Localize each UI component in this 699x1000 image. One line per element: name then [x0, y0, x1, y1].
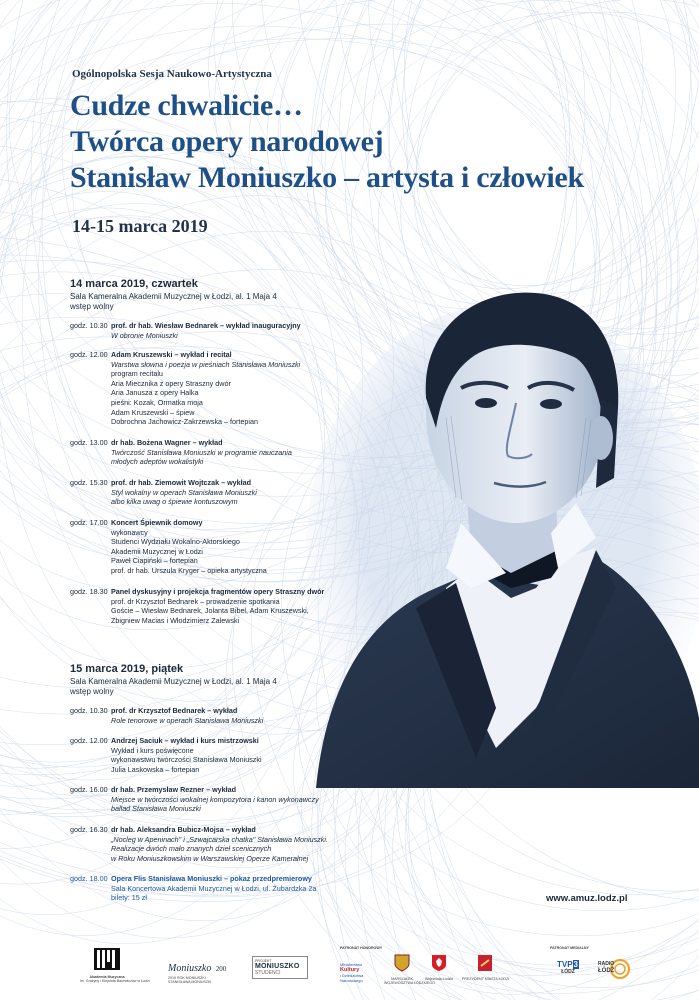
ministry-logo — [340, 962, 388, 983]
event-d1-3 — [70, 438, 360, 467]
event-detail: Warstwa słowna i poezja w pieśniach Stanisława Moniuszki — [111, 359, 301, 369]
ministry-line2: Kultury — [340, 967, 360, 973]
prezydent-logo — [462, 954, 508, 981]
title-line-2: Twórca opery narodowej — [70, 125, 384, 158]
event-detail: Dobrochna Jachowicz-Zakrzewska – fortepian — [111, 417, 259, 427]
event-d1-1 — [70, 321, 360, 340]
event-detail: Zbigniew Macias i Włodzimierz Zalewski — [111, 615, 240, 625]
moniuszko-200-word: Moniuszko — [168, 963, 212, 974]
event-detail: Sala Koncertowa Akademii Muzycznej w Łodzi, ul. Żubardzka 2a — [111, 883, 317, 893]
day-1-header — [70, 278, 277, 312]
event-title: Opera Flis Stanisława Moniuszki – pokaz przedpremierowy — [111, 874, 312, 883]
event-time: godz. 15.30 — [70, 478, 108, 487]
event-title: prof. dr hab. Ziemowit Wojtczak – wykład — [111, 478, 252, 487]
event-dates: 14-15 marca 2019 — [72, 216, 208, 236]
event-detail: Realizacje dwóch mało znanych dzieł scenicznych — [111, 844, 272, 854]
media-patronage-label: PATRONAT MEDIALNY — [550, 946, 589, 950]
radio-city: ŁÓDŹ — [598, 968, 615, 974]
event-time: godz. 10.30 — [70, 321, 108, 330]
event-detail: w Roku Moniuszkowskim w Warszawskiej Operze Kameralnej — [111, 853, 309, 863]
event-time: godz. 10.30 — [70, 706, 108, 715]
event-title: dr hab. Bożena Wagner – wykład — [111, 438, 223, 447]
event-title: dr hab. Przemysław Rezner – wykład — [111, 785, 237, 794]
event-detail: Aria Janusza z opery Halka — [111, 388, 199, 398]
event-d1-4 — [70, 478, 360, 507]
event-time: godz. 16.00 — [70, 785, 108, 794]
event-time: godz. 18.30 — [70, 587, 108, 596]
day-2-venue: Sala Kameralna Akademii Muzycznej w Łodzi, al. 1 Maja 4 — [70, 677, 277, 686]
wojewoda-logo — [424, 954, 454, 981]
event-title: Panel dyskusyjny i projekcja fragmentów opery Straszny dwór — [111, 587, 325, 596]
event-title: Andrzej Saciuk – wykład i kurs mistrzowski — [111, 736, 259, 745]
event-title: prof. dr hab. Wiesław Bednarek – wykład inauguracyjny — [111, 321, 301, 330]
event-d1-5 — [70, 518, 360, 576]
ministry-line1: Ministerstwo — [340, 962, 363, 967]
moniuszko-200-number: 200 — [215, 965, 227, 973]
event-d2-3 — [70, 785, 360, 814]
projekt-moniuszko-logo — [252, 956, 308, 979]
event-detail: Goście – Wiesław Bednarek, Jolanta Bibel, Adam Kruszewski, — [111, 606, 309, 616]
event-detail: młodych adeptów wokalistyki — [111, 457, 204, 467]
prezydent-line1: PREZYDENT MIASTA ŁODZI — [462, 977, 510, 981]
event-detail: bilety: 15 zł — [111, 893, 147, 903]
event-detail: wykonawcy — [111, 527, 148, 537]
event-detail: Julia Laskowska – fortepian — [111, 764, 200, 774]
event-detail: Paweł Ciapiński – fortepian — [111, 556, 198, 566]
projekt-label: PROJEKT — [255, 959, 272, 963]
academy-name: Akademia Muzyczna — [89, 975, 125, 979]
event-detail: Akademii Muzycznej w Łodzi — [111, 546, 203, 556]
day-1-admission: wstęp wolny — [70, 302, 114, 311]
event-d2-2 — [70, 736, 360, 774]
event-detail: ballad Stanisława Moniuszki — [111, 804, 201, 814]
day-2-header — [70, 663, 277, 697]
radio-text: RADIO — [598, 961, 615, 967]
tvp3-logo — [552, 960, 584, 975]
event-detail: albo kilka uwag o śpiewie kontuszowym — [111, 497, 238, 507]
page-title — [70, 88, 584, 196]
event-d2-5 — [70, 874, 360, 903]
marszalek-logo — [384, 954, 435, 985]
event-time: godz. 18.00 — [70, 874, 108, 883]
radio-lodz-logo — [598, 958, 630, 985]
event-time: godz. 16.30 — [70, 825, 108, 834]
event-d1-2 — [70, 350, 360, 427]
moniuszko-200-logo — [168, 958, 228, 984]
event-detail: pieśni: Kozak, Ormatka moja — [111, 397, 203, 407]
event-detail: Miejsce w twórczości wokalnej kompozytora i kanon wykonawczy — [111, 794, 319, 804]
event-detail: wykonawstwu twórczości Stanisława Moniuszki — [111, 755, 262, 765]
event-d2-1 — [70, 706, 360, 725]
projekt-studenci: STUDENCI — [255, 970, 281, 976]
event-detail: Aria Miecznika z opery Straszny dwór — [111, 378, 231, 388]
day-1-venue: Sala Kameralna Akademii Muzycznej w Łodzi, al. 1 Maja 4 — [70, 292, 277, 301]
event-title: prof. dr Krzysztof Bednarek – wykład — [111, 706, 238, 715]
event-detail: Wykład i kurs poświęcone — [111, 745, 194, 755]
ministry-line3: i Dziedzictwa — [340, 973, 364, 978]
event-d1-6 — [70, 587, 360, 625]
tvp-number: 3 — [573, 960, 578, 969]
event-title: Koncert Śpiewnik domowy — [111, 518, 203, 527]
projekt-moniuszko: MONIUSZKO — [255, 963, 300, 970]
event-detail: „Nocleg w Apeninach" i „Szwajcarska chatka" Stanisława Moniuszki. — [111, 834, 328, 844]
session-pretitle: Ogólnopolska Sesja Naukowo-Artystyczna — [72, 68, 272, 80]
event-title: dr hab. Aleksandra Bubicz-Mojsa – wykład — [111, 825, 256, 834]
event-time: godz. 17.00 — [70, 518, 108, 527]
day-2-heading: 15 marca 2019, piątek — [70, 663, 184, 675]
event-time: godz. 12.00 — [70, 350, 108, 359]
academy-subtitle: im. Grażyny i Kiejstuta Bacewiczów w Łodzi — [80, 979, 150, 983]
piano-keys-icon — [94, 948, 120, 970]
tvp-city: ŁÓDŹ — [561, 969, 575, 975]
moniuszko-200-line1: 2019 ROK MONIUSZKI — [168, 976, 206, 980]
day-1-heading: 14 marca 2019, czwartek — [70, 278, 198, 290]
event-detail: Role tenorowe w operach Stanisława Moniuszki — [111, 715, 264, 725]
sponsor-logos — [0, 940, 699, 1000]
event-title: Adam Kruszewski – wykład i recital — [111, 350, 232, 359]
event-detail: program recitalu — [111, 369, 163, 379]
honorary-patronage-label: PATRONAT HONOROWY — [340, 946, 383, 950]
event-detail: Styl wokalny w operach Stanisława Moniuszki — [111, 487, 257, 497]
ministry-line4: Narodowego — [340, 978, 363, 983]
marszalek-line1: MARSZAŁEK — [391, 977, 413, 981]
website-link[interactable]: www.amuz.lodz.pl — [546, 893, 628, 904]
city-emblem-icon — [477, 954, 493, 972]
event-detail: prof. dr Krzysztof Bednarek – prowadzenie spotkania — [111, 596, 280, 606]
event-detail: Adam Kruszewski – śpiew — [111, 407, 195, 417]
event-time: godz. 13.00 — [70, 438, 108, 447]
eagle-icon — [431, 954, 447, 972]
tvp-text: TVP — [556, 960, 573, 969]
title-line-3: Stanisław Moniuszko – artysta i człowiek — [70, 161, 584, 194]
title-line-1: Cudze chwalicie… — [70, 89, 303, 122]
academy-logo — [80, 948, 150, 983]
moniuszko-200-line2: STANISŁAWA MONIUSZKI — [168, 980, 212, 984]
event-detail: Twórczość Stanisława Moniuszki w programie nauczania — [111, 447, 292, 457]
event-detail: Studenci Wydziału Wokalno-Aktorskiego — [111, 537, 240, 547]
coat-of-arms-icon — [394, 954, 410, 972]
wojewoda-line1: Wojewoda Łódzki — [424, 977, 454, 981]
event-detail: W obronie Moniuszki — [111, 330, 178, 340]
event-time: godz. 12.00 — [70, 736, 108, 745]
event-detail: prof. dr hab. Urszula Kryger – opieka artystyczna — [111, 565, 267, 575]
marszalek-line2: WOJEWÓDZTWA ŁÓDZKIEGO — [384, 981, 435, 985]
day-2-admission: wstęp wolny — [70, 687, 114, 696]
event-d2-4 — [70, 825, 360, 863]
